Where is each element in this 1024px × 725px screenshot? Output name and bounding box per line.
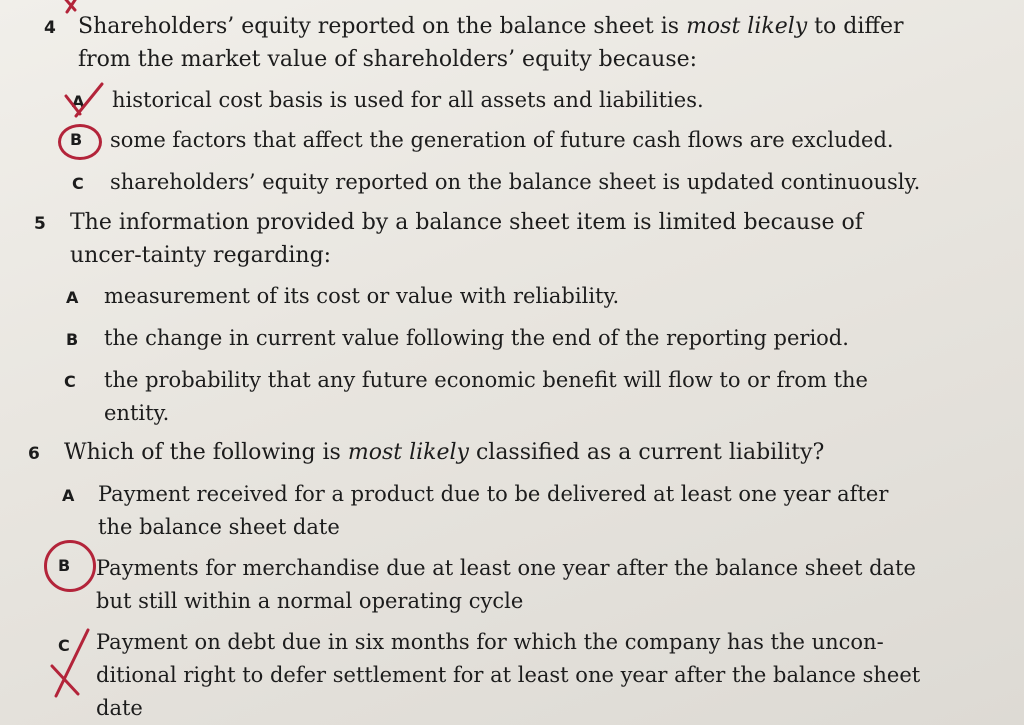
question-number: 6 — [28, 444, 40, 464]
option-letter: C — [58, 636, 70, 655]
option-letter: A — [72, 92, 85, 111]
option-text: historical cost basis is used for all assets and liabilities. — [112, 88, 704, 112]
option-text: some factors that affect the generation of future cash flows are excluded. — [110, 128, 894, 152]
option-letter: A — [66, 288, 79, 307]
option-letter: B — [70, 130, 83, 149]
question-number: 5 — [34, 214, 46, 234]
question-number: 4 — [44, 18, 56, 38]
option-letter: B — [66, 330, 79, 349]
option-text: Payment received for a product due to be delivered at least one year after the balance sheet date — [98, 482, 889, 539]
question-stem: Which of the following is most likely classified as a current liability? — [64, 440, 825, 465]
option-letter: C — [72, 174, 84, 193]
option-letter: C — [64, 372, 76, 391]
pen-slash-mark — [62, 82, 108, 118]
option-text: Payment on debt due in six months for which the company has the uncon-ditional right to defer settlement for at least one year after the balance sheet date — [96, 630, 921, 720]
option-text: the probability that any future economic benefit will flow to or from the entity. — [104, 368, 868, 425]
question-stem: Shareholders’ equity reported on the balance sheet is most likely to differ from the market value of shareholders’ equity because: — [78, 14, 904, 72]
option-letter: A — [62, 486, 75, 505]
option-text: Payments for merchandise due at least one year after the balance sheet date but still within a normal operating cycle — [96, 556, 916, 613]
pen-cross-mark — [48, 626, 100, 698]
question-stem: The information provided by a balance sheet item is limited because of uncer-tainty regarding: — [70, 210, 863, 268]
option-text: shareholders’ equity reported on the balance sheet is updated continuously. — [110, 170, 921, 194]
option-letter: B — [58, 556, 71, 575]
option-text: measurement of its cost or value with reliability. — [104, 284, 620, 308]
option-text: the change in current value following the end of the reporting period. — [104, 326, 849, 350]
